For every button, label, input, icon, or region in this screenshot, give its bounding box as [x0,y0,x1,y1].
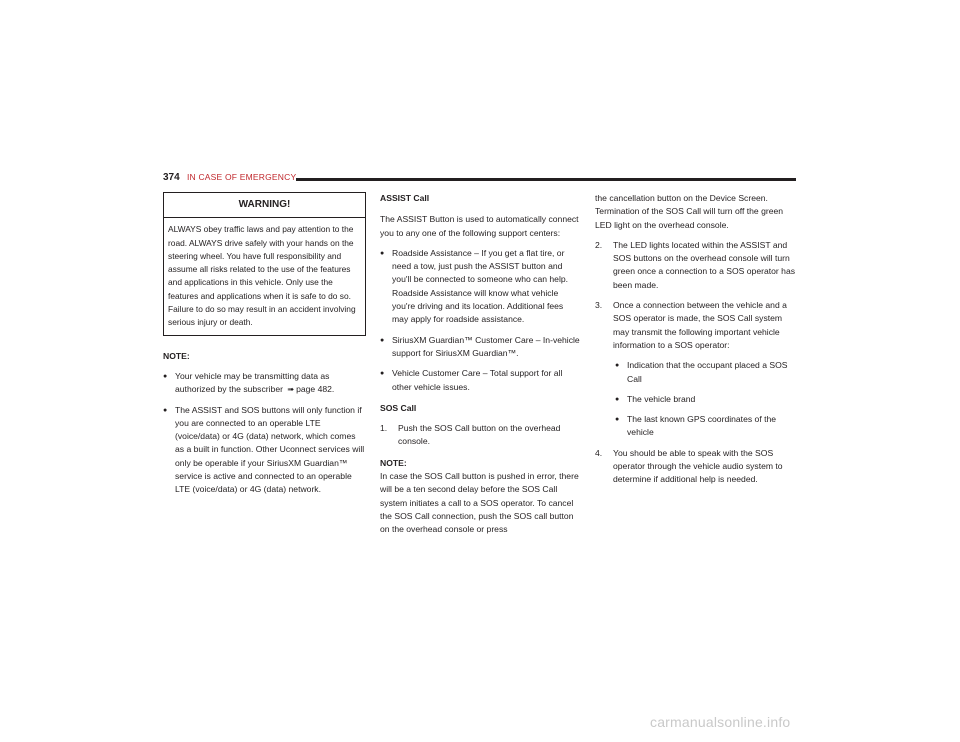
assist-intro: The ASSIST Button is used to automatically connect you to any one of the following support centers: [380,214,579,238]
assist-item-guardian: ● SiriusXM Guardian™ Customer Care – In-vehicle support for SiriusXM Guardian™. [380,334,581,361]
sos-step-3-number: 3. [595,300,603,311]
note-bullets [163,370,366,497]
sos-step-3 [595,299,796,440]
sos-info-gps: ● The last known GPS coordinates of the vehicle [615,413,796,440]
note-label: NOTE: [163,350,190,361]
page-reference-link[interactable]: page 482. [296,384,335,395]
note-bullet-data-transmission [163,370,366,397]
assist-call-heading: ASSIST Call [380,193,430,203]
warning-text: ALWAYS obey traffic laws and pay attention to the road. ALWAYS drive safely with your hands on the steering wheel. You have full responsibility and assume all risks related to the use of the features and applications in this vehicle. Only use the features and applications when it is safe to do so. Failure to do so may result in an accident involving serious injury or death. [168,224,356,328]
sos-steps-continued [595,239,796,487]
sos-call-heading: SOS Call [380,402,417,413]
sos-step-4-text: You should be able to speak with the SOS operator through the vehicle audio system to determine if additional help is needed. [613,447,783,485]
column-left [163,192,366,497]
column-right [595,192,796,487]
sos-note-text: In case the SOS Call button is pushed in error, there will be a ten second delay before the SOS Call system initiates a call to a SOS operator. To cancel the SOS Call connection, push the SOS call button on the overhead console or press [380,471,579,535]
assist-list [380,247,581,394]
sos-steps-start [380,422,581,449]
note-bullet-network: ● The ASSIST and SOS buttons will only function if you are connected to an operable LTE (voice/data) or 4G (data) network, which comes as a built in function. Other Uconnect services will only be operable if your SiriusXM Guardian™ service is active and connected to an operable LTE (voice/data) or 4G (data) network. [163,404,366,497]
warning-title: WARNING! [164,193,365,218]
sos-info-brand: ● The vehicle brand [615,393,796,406]
sos-note-continued: the cancellation button on the Device Screen. Termination of the SOS Call will turn off the green LED light on the overhead console. [595,193,784,230]
sos-step-2 [595,239,796,292]
page-number: 374 [163,172,180,183]
sos-step-1-text: Push the SOS Call button on the overhead console. [398,423,561,447]
note-bullet-text: Your vehicle may be transmitting data as authorized by the subscriber [175,370,330,395]
sos-step-2-number: 2. [595,239,603,250]
page-reference-arrow-icon: ➠ [287,385,295,395]
sos-note-label: NOTE: [380,457,407,468]
assist-item-customer-care: ● Vehicle Customer Care – Total support for all other vehicle issues. [380,367,581,394]
sos-step-1-number: 1. [380,423,388,434]
sos-info-list [615,359,796,439]
sos-step-4-number: 4. [595,447,603,458]
column-middle [380,192,581,536]
assist-item-roadside: ● Roadside Assistance – If you get a flat tire, or need a tow, just push the ASSIST button and you'll be connected to someone who can help. Roadside Assistance will know what vehicle you're driving and its location. Additional fees may apply for roadside assistance. [380,247,581,327]
warning-box [163,192,366,336]
sos-info-occupant: ● Indication that the occupant placed a SOS Call [615,359,796,386]
section-title: IN CASE OF EMERGENCY [187,172,297,182]
sos-step-2-text: The LED lights located within the ASSIST and SOS buttons on the overhead console will turn green once a connection to a SOS operator has been made. [613,239,796,290]
header-rule [296,178,796,181]
sos-step-4 [595,447,796,487]
watermark: carmanualsonline.info [650,714,791,730]
sos-step-1 [380,422,581,449]
page-header [163,172,796,186]
sos-step-3-text: Once a connection between the vehicle and a SOS operator is made, the SOS Call system may transmit the following important vehicle information to a SOS operator: [613,300,787,350]
